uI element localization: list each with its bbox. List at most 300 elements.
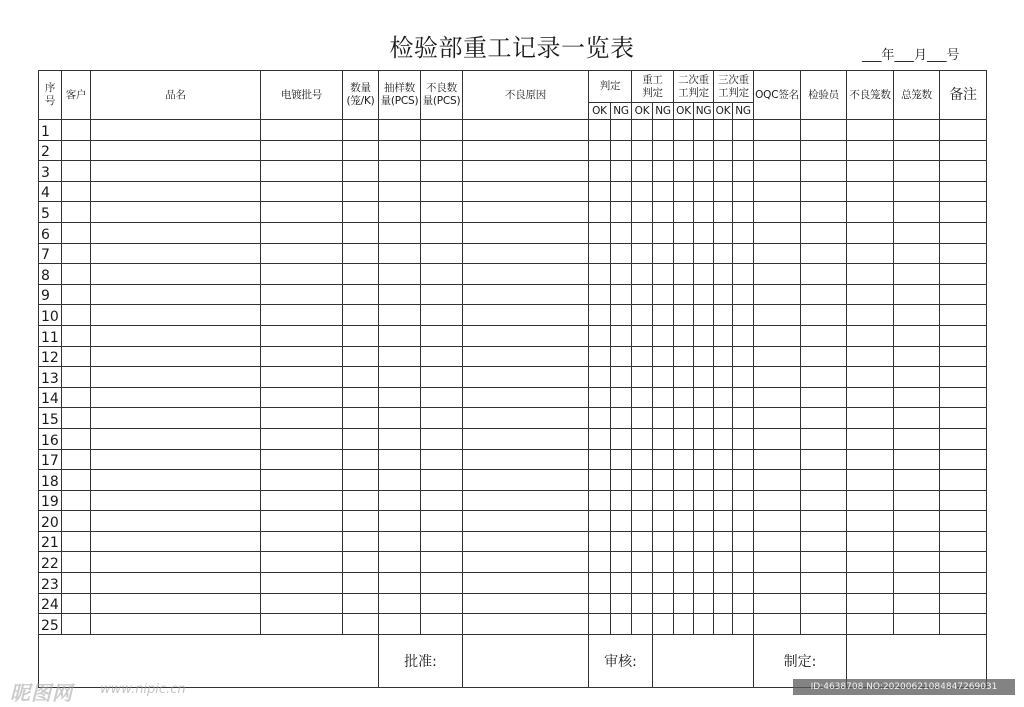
table-cell	[894, 614, 940, 635]
table-cell	[421, 305, 463, 326]
table-cell	[261, 428, 343, 449]
table-cell	[714, 264, 733, 285]
table-row	[39, 305, 987, 326]
table-cell	[733, 120, 754, 141]
table-cell	[589, 120, 611, 141]
table-cell	[589, 490, 611, 511]
table-cell	[894, 552, 940, 573]
header-quantity: 数量 (笼/K)	[343, 71, 379, 120]
table-cell	[261, 531, 343, 552]
table-cell	[714, 531, 733, 552]
header-second-rework-ok: OK	[674, 103, 694, 120]
row-number: 13	[39, 367, 62, 388]
table-cell	[589, 346, 611, 367]
table-cell	[589, 531, 611, 552]
table-cell	[940, 552, 987, 573]
table-cell	[343, 284, 379, 305]
table-row	[39, 181, 987, 202]
table-cell	[714, 408, 733, 429]
table-cell	[421, 120, 463, 141]
table-row	[39, 470, 987, 491]
table-cell	[847, 367, 894, 388]
table-cell	[343, 202, 379, 223]
table-cell	[343, 346, 379, 367]
table-cell	[653, 367, 674, 388]
table-cell	[714, 325, 733, 346]
table-cell	[714, 243, 733, 264]
table-cell	[733, 470, 754, 491]
row-number: 22	[39, 552, 62, 573]
table-cell	[62, 305, 91, 326]
table-cell	[714, 367, 733, 388]
table-cell	[694, 470, 714, 491]
table-cell	[847, 408, 894, 429]
table-cell	[421, 284, 463, 305]
table-cell	[847, 614, 894, 635]
table-cell	[894, 490, 940, 511]
header-rework-judgement: 重工 判定	[632, 71, 674, 103]
table-cell	[733, 181, 754, 202]
table-cell	[343, 470, 379, 491]
page-title: 检验部重工记录一览表	[389, 34, 635, 62]
table-cell	[463, 161, 589, 182]
table-row	[39, 428, 987, 449]
header-second-rework-ng: NG	[694, 103, 714, 120]
table-cell	[589, 305, 611, 326]
table-cell	[343, 325, 379, 346]
table-row	[39, 387, 987, 408]
table-cell	[421, 614, 463, 635]
table-cell	[379, 181, 421, 202]
table-cell	[733, 243, 754, 264]
row-number: 11	[39, 325, 62, 346]
table-cell	[714, 552, 733, 573]
table-cell	[801, 305, 847, 326]
table-cell	[653, 552, 674, 573]
table-cell	[801, 593, 847, 614]
table-cell	[343, 614, 379, 635]
table-cell	[261, 284, 343, 305]
table-cell	[694, 140, 714, 161]
table-cell	[714, 449, 733, 470]
table-cell	[632, 552, 653, 573]
table-cell	[714, 202, 733, 223]
table-cell	[261, 202, 343, 223]
table-cell	[714, 284, 733, 305]
header-plating-batch: 电镀批号	[261, 71, 343, 120]
table-cell	[940, 120, 987, 141]
table-cell	[421, 387, 463, 408]
table-cell	[674, 140, 694, 161]
table-cell	[733, 387, 754, 408]
table-cell	[62, 243, 91, 264]
table-cell	[611, 140, 632, 161]
table-cell	[733, 593, 754, 614]
table-cell	[801, 346, 847, 367]
table-cell	[379, 120, 421, 141]
table-cell	[674, 511, 694, 532]
table-cell	[421, 531, 463, 552]
header-third-rework-ng: NG	[733, 103, 754, 120]
table-cell	[754, 120, 801, 141]
table-cell	[714, 305, 733, 326]
table-row	[39, 531, 987, 552]
table-cell	[714, 593, 733, 614]
table-cell	[463, 573, 589, 594]
table-cell	[611, 614, 632, 635]
table-cell	[62, 449, 91, 470]
table-cell	[589, 408, 611, 429]
row-number: 18	[39, 470, 62, 491]
table-cell	[463, 531, 589, 552]
table-cell	[261, 120, 343, 141]
header-third-rework-judgement: 三次重 工判定	[714, 71, 754, 103]
table-cell	[611, 222, 632, 243]
table-cell	[847, 264, 894, 285]
table-cell	[589, 428, 611, 449]
table-cell	[674, 449, 694, 470]
table-cell	[261, 593, 343, 614]
table-cell	[91, 181, 261, 202]
table-cell	[589, 367, 611, 388]
table-cell	[894, 243, 940, 264]
table-cell	[754, 408, 801, 429]
table-cell	[653, 161, 674, 182]
table-cell	[733, 264, 754, 285]
table-cell	[421, 325, 463, 346]
table-cell	[632, 325, 653, 346]
table-cell	[261, 490, 343, 511]
table-cell	[611, 120, 632, 141]
table-cell	[611, 387, 632, 408]
table-cell	[421, 593, 463, 614]
header-judgement-ok: OK	[589, 103, 611, 120]
table-cell	[421, 367, 463, 388]
table-cell	[847, 490, 894, 511]
table-cell	[714, 387, 733, 408]
footer-blank-cell	[39, 634, 379, 687]
table-cell	[754, 284, 801, 305]
table-cell	[611, 428, 632, 449]
table-cell	[894, 428, 940, 449]
table-cell	[694, 305, 714, 326]
table-cell	[463, 305, 589, 326]
table-cell	[847, 325, 894, 346]
table-cell	[894, 202, 940, 223]
table-cell	[733, 305, 754, 326]
table-cell	[611, 511, 632, 532]
table-cell	[694, 408, 714, 429]
table-cell	[653, 573, 674, 594]
table-cell	[343, 593, 379, 614]
table-cell	[379, 284, 421, 305]
table-cell	[611, 490, 632, 511]
table-cell	[714, 181, 733, 202]
table-cell	[379, 408, 421, 429]
table-cell	[653, 181, 674, 202]
table-cell	[894, 449, 940, 470]
table-cell	[91, 408, 261, 429]
table-cell	[694, 593, 714, 614]
watermark-image-id: ID:4638708 NO:20200621084847269031	[793, 679, 1015, 695]
table-cell	[343, 305, 379, 326]
table-cell	[379, 367, 421, 388]
table-cell	[611, 531, 632, 552]
row-number: 7	[39, 243, 62, 264]
table-cell	[894, 181, 940, 202]
table-cell	[62, 325, 91, 346]
table-cell	[754, 490, 801, 511]
table-cell	[632, 120, 653, 141]
table-row	[39, 264, 987, 285]
table-cell	[674, 181, 694, 202]
table-cell	[894, 593, 940, 614]
header-defect-reason: 不良原因	[463, 71, 589, 120]
table-cell	[894, 470, 940, 491]
table-cell	[421, 490, 463, 511]
table-cell	[91, 387, 261, 408]
table-cell	[733, 325, 754, 346]
table-cell	[611, 449, 632, 470]
table-cell	[801, 367, 847, 388]
table-cell	[847, 511, 894, 532]
table-cell	[940, 181, 987, 202]
table-row	[39, 490, 987, 511]
table-cell	[611, 573, 632, 594]
table-cell	[261, 408, 343, 429]
table-cell	[847, 222, 894, 243]
table-cell	[940, 470, 987, 491]
table-cell	[894, 531, 940, 552]
table-cell	[653, 120, 674, 141]
table-cell	[343, 387, 379, 408]
table-cell	[632, 614, 653, 635]
table-cell	[62, 511, 91, 532]
table-cell	[754, 593, 801, 614]
table-cell	[421, 511, 463, 532]
table-cell	[801, 161, 847, 182]
table-cell	[894, 161, 940, 182]
table-cell	[632, 222, 653, 243]
table-cell	[894, 264, 940, 285]
table-cell	[653, 346, 674, 367]
table-cell	[91, 367, 261, 388]
table-cell	[632, 387, 653, 408]
table-cell	[801, 428, 847, 449]
table-cell	[379, 264, 421, 285]
table-cell	[91, 573, 261, 594]
header-defect-qty: 不良数 量(PCS)	[421, 71, 463, 120]
row-number: 9	[39, 284, 62, 305]
table-cell	[733, 284, 754, 305]
table-cell	[694, 428, 714, 449]
table-cell	[589, 614, 611, 635]
table-cell	[894, 346, 940, 367]
table-cell	[421, 264, 463, 285]
table-cell	[463, 552, 589, 573]
table-cell	[62, 387, 91, 408]
table-cell	[940, 202, 987, 223]
table-cell	[261, 614, 343, 635]
table-cell	[91, 243, 261, 264]
table-cell	[632, 140, 653, 161]
table-cell	[91, 614, 261, 635]
table-cell	[754, 449, 801, 470]
table-cell	[611, 181, 632, 202]
table-cell	[653, 470, 674, 491]
table-row	[39, 552, 987, 573]
table-cell	[714, 428, 733, 449]
table-cell	[754, 243, 801, 264]
table-cell	[91, 470, 261, 491]
table-cell	[611, 243, 632, 264]
row-number: 21	[39, 531, 62, 552]
table-cell	[62, 161, 91, 182]
table-cell	[733, 346, 754, 367]
table-cell	[754, 552, 801, 573]
watermark-logo: 昵图网	[10, 681, 73, 705]
table-cell	[894, 284, 940, 305]
header-row	[39, 71, 987, 103]
table-cell	[611, 264, 632, 285]
table-cell	[714, 490, 733, 511]
table-cell	[940, 264, 987, 285]
table-cell	[261, 573, 343, 594]
table-row	[39, 573, 987, 594]
table-cell	[694, 222, 714, 243]
table-cell	[674, 428, 694, 449]
table-cell	[653, 305, 674, 326]
table-cell	[694, 264, 714, 285]
table-cell	[940, 387, 987, 408]
table-cell	[847, 449, 894, 470]
table-cell	[343, 511, 379, 532]
header-product-name: 品名	[91, 71, 261, 120]
table-body	[39, 120, 987, 635]
table-cell	[674, 305, 694, 326]
table-row	[39, 284, 987, 305]
table-cell	[261, 140, 343, 161]
table-cell	[694, 202, 714, 223]
table-cell	[754, 511, 801, 532]
table-cell	[379, 449, 421, 470]
table-cell	[379, 140, 421, 161]
header-rework-ok: OK	[632, 103, 653, 120]
table-cell	[714, 346, 733, 367]
table-cell	[847, 531, 894, 552]
table-cell	[62, 346, 91, 367]
table-cell	[940, 428, 987, 449]
table-cell	[894, 140, 940, 161]
table-cell	[632, 346, 653, 367]
table-cell	[463, 490, 589, 511]
table-cell	[801, 490, 847, 511]
table-cell	[261, 243, 343, 264]
row-number: 6	[39, 222, 62, 243]
table-cell	[463, 140, 589, 161]
table-cell	[733, 552, 754, 573]
table-cell	[62, 614, 91, 635]
table-cell	[589, 552, 611, 573]
table-cell	[801, 531, 847, 552]
table-cell	[379, 387, 421, 408]
table-cell	[940, 367, 987, 388]
table-cell	[632, 470, 653, 491]
row-number: 2	[39, 140, 62, 161]
table-cell	[589, 264, 611, 285]
table-cell	[421, 428, 463, 449]
table-cell	[847, 346, 894, 367]
table-cell	[463, 284, 589, 305]
table-cell	[463, 593, 589, 614]
table-cell	[343, 428, 379, 449]
table-cell	[674, 367, 694, 388]
table-cell	[674, 161, 694, 182]
table-cell	[632, 593, 653, 614]
table-cell	[379, 490, 421, 511]
table-cell	[940, 284, 987, 305]
row-number: 17	[39, 449, 62, 470]
table-cell	[940, 531, 987, 552]
table-cell	[653, 284, 674, 305]
table-cell	[421, 408, 463, 429]
table-cell	[653, 614, 674, 635]
table-cell	[674, 325, 694, 346]
table-cell	[261, 346, 343, 367]
table-cell	[343, 408, 379, 429]
table-cell	[379, 531, 421, 552]
table-cell	[940, 614, 987, 635]
table-cell	[589, 449, 611, 470]
table-cell	[733, 367, 754, 388]
table-cell	[754, 428, 801, 449]
table-cell	[632, 284, 653, 305]
table-cell	[847, 593, 894, 614]
table-cell	[694, 511, 714, 532]
table-cell	[694, 573, 714, 594]
table-row	[39, 449, 987, 470]
table-cell	[653, 408, 674, 429]
table-cell	[940, 222, 987, 243]
table-cell	[653, 202, 674, 223]
table-row	[39, 222, 987, 243]
table-cell	[611, 552, 632, 573]
table-cell	[463, 428, 589, 449]
table-cell	[91, 490, 261, 511]
table-cell	[694, 367, 714, 388]
table-cell	[847, 428, 894, 449]
table-cell	[694, 531, 714, 552]
table-cell	[343, 120, 379, 141]
table-cell	[694, 325, 714, 346]
header-second-rework-judgement: 二次重 工判定	[674, 71, 714, 103]
table-cell	[62, 490, 91, 511]
table-cell	[632, 490, 653, 511]
table-cell	[463, 243, 589, 264]
table-cell	[379, 305, 421, 326]
table-cell	[463, 470, 589, 491]
table-cell	[463, 264, 589, 285]
table-cell	[379, 325, 421, 346]
table-cell	[421, 243, 463, 264]
table-cell	[694, 387, 714, 408]
row-number: 5	[39, 202, 62, 223]
table-cell	[62, 531, 91, 552]
table-cell	[940, 593, 987, 614]
table-cell	[589, 387, 611, 408]
table-cell	[261, 222, 343, 243]
table-cell	[801, 264, 847, 285]
